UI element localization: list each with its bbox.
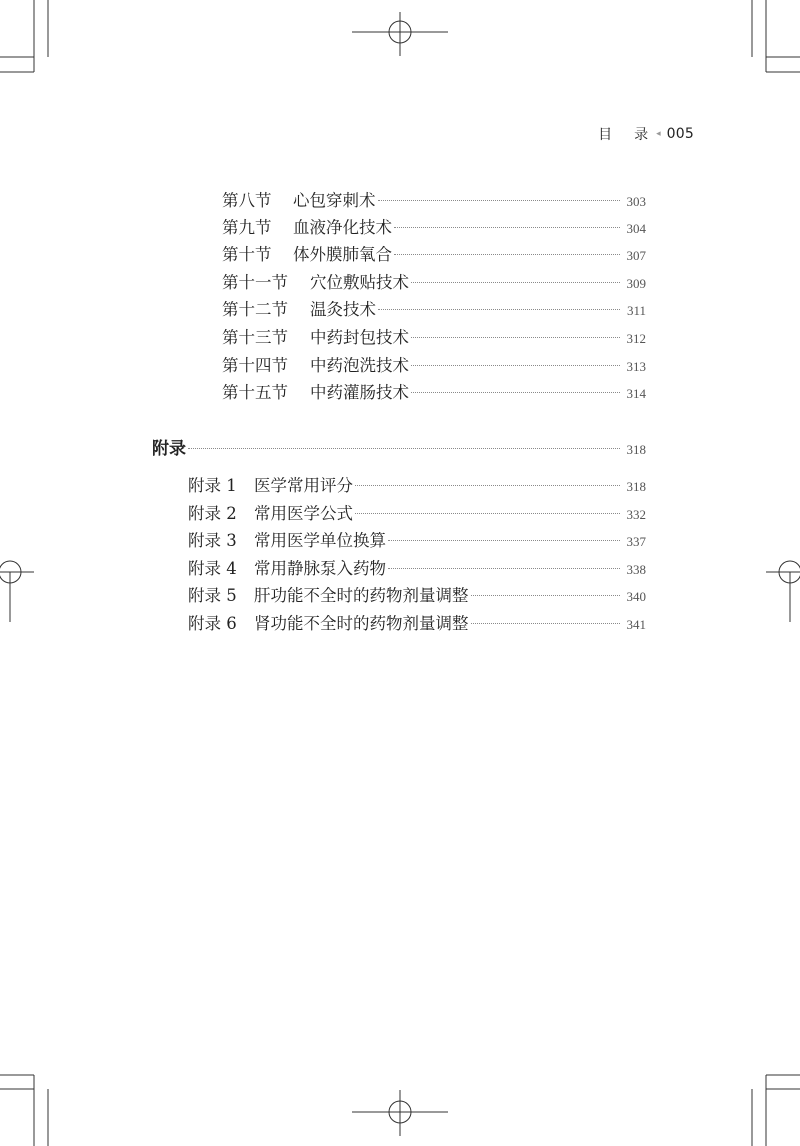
dot-leader — [411, 282, 620, 283]
section-page: 303 — [626, 194, 646, 209]
appendix-item-page: 337 — [626, 534, 646, 549]
toc-entry-appendix[interactable] — [152, 438, 646, 460]
section-title: 温灸技术 — [310, 300, 376, 319]
dot-leader — [411, 337, 620, 338]
appendix-item-title: 常用医学公式 — [254, 504, 353, 523]
dot-leader — [355, 485, 620, 486]
section-prefix: 第九节 — [222, 218, 272, 237]
toc-entry[interactable] — [222, 382, 646, 404]
section-title: 中药泡洗技术 — [310, 356, 409, 375]
section-title: 心包穿刺术 — [293, 191, 376, 210]
dot-leader — [471, 623, 621, 624]
toc-entry[interactable] — [222, 355, 646, 377]
dot-leader — [411, 392, 620, 393]
toc-entry[interactable] — [188, 613, 646, 635]
toc-entry[interactable] — [222, 190, 646, 212]
running-head-title-2: 录 — [634, 127, 649, 143]
section-title: 血液净化技术 — [293, 218, 392, 237]
section-title: 穴位敷贴技术 — [310, 273, 409, 292]
dot-leader — [388, 540, 620, 541]
section-page: 309 — [626, 276, 646, 291]
dot-leader — [394, 254, 620, 255]
dot-leader — [378, 309, 620, 310]
appendix-page: 318 — [626, 442, 646, 457]
appendix-item-page: 341 — [626, 617, 646, 632]
appendix-item-title: 肝功能不全时的药物剂量调整 — [254, 586, 469, 605]
section-page: 304 — [626, 221, 646, 236]
section-prefix: 第十二节 — [222, 300, 288, 319]
toc-entry[interactable] — [222, 327, 646, 349]
dot-leader — [188, 448, 620, 449]
dot-leader — [355, 513, 620, 514]
section-page: 307 — [626, 248, 646, 263]
appendix-item-page: 332 — [626, 507, 646, 522]
appendix-item-page: 318 — [626, 479, 646, 494]
section-prefix: 第十三节 — [222, 328, 288, 347]
toc-entry[interactable] — [188, 530, 646, 552]
toc-entry[interactable] — [188, 585, 646, 607]
appendix-prefix: 附录 1 — [188, 476, 237, 495]
toc-entry[interactable] — [188, 503, 646, 525]
section-prefix: 第十五节 — [222, 383, 288, 402]
section-title: 中药封包技术 — [310, 328, 409, 347]
appendix-title: 附录 — [152, 439, 186, 459]
toc-entry[interactable] — [222, 217, 646, 239]
toc-entry[interactable] — [188, 558, 646, 580]
section-page: 313 — [626, 359, 646, 374]
section-title: 中药灌肠技术 — [310, 383, 409, 402]
appendix-prefix: 附录 4 — [188, 559, 237, 578]
appendix-item-page: 340 — [626, 589, 646, 604]
section-page: 312 — [626, 331, 646, 346]
dot-leader — [378, 200, 621, 201]
dot-leader — [394, 227, 620, 228]
toc-entry[interactable] — [222, 244, 646, 266]
running-head-title-1: 目 — [598, 127, 613, 143]
toc-entry[interactable] — [188, 475, 646, 497]
appendix-item-page: 338 — [626, 562, 646, 577]
section-prefix: 第十节 — [222, 245, 272, 264]
appendix-item-title: 常用医学单位换算 — [254, 531, 386, 550]
appendix-item-title: 医学常用评分 — [254, 476, 353, 495]
dot-leader — [411, 365, 620, 366]
section-prefix: 第十四节 — [222, 356, 288, 375]
appendix-item-title: 肾功能不全时的药物剂量调整 — [254, 614, 469, 633]
arrow-left-icon: ◂ — [656, 129, 661, 139]
appendix-prefix: 附录 6 — [188, 614, 237, 633]
appendix-prefix: 附录 5 — [188, 586, 237, 605]
running-head — [598, 124, 694, 144]
appendix-item-title: 常用静脉泵入药物 — [254, 559, 386, 578]
toc-entry[interactable] — [222, 272, 646, 294]
appendix-prefix: 附录 3 — [188, 531, 237, 550]
section-prefix: 第八节 — [222, 191, 272, 210]
section-page: 314 — [626, 386, 646, 401]
section-page: 311 — [626, 303, 646, 318]
dot-leader — [388, 568, 620, 569]
appendix-prefix: 附录 2 — [188, 504, 237, 523]
section-prefix: 第十一节 — [222, 273, 288, 292]
toc-entry[interactable] — [222, 299, 646, 321]
page-number: 005 — [666, 126, 694, 142]
dot-leader — [471, 595, 621, 596]
section-title: 体外膜肺氧合 — [293, 245, 392, 264]
